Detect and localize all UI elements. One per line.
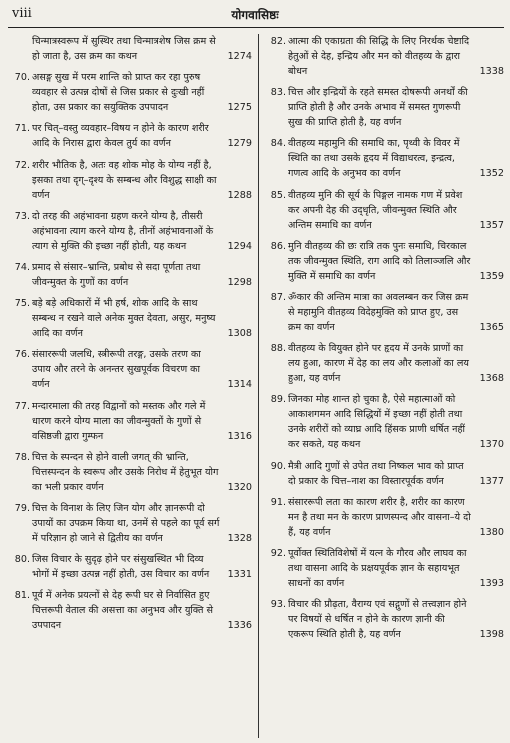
entry-number: 79. (14, 502, 30, 514)
entry-text: चित्त के विनाश के लिए जिन योग और ज्ञानरूपी दो उपायों का उपक्रम किया था, उनमें से पहले का पूर्व सर्ग में परिज्ञान हो जाने से द्वितीय का वर्णन (32, 502, 220, 544)
entry-text: जिस विचार के सुदृढ़ होने पर संसुखस्थित भी दिव्य भोगों में इच्छा उत्पन्न नहीं होती, उस विचार का वर्णन (32, 554, 210, 581)
entry-text: पूर्वोक्त स्थितिविशेषों में यत्न के गौरव और लाघव का तथा वासना आदि के प्रक्षयपूर्वक ज्ञान के सहायभूत साधनों का वर्णन (288, 547, 467, 589)
entry-text: चित्त के स्पन्दन से होने वाली जगत् की भ्रान्ति, चित्तस्पन्दन के स्वरूप और उसके निरोध में हेतुभूत योग का भली प्रकार वर्णन (32, 451, 219, 493)
toc-entry (264, 459, 504, 489)
entry-text: संसाररूपी लता का कारण शरीर है, शरीर का कारण मन है तथा मन के कारण प्राणस्पन्द और वासना–ये दो हैं, यह वर्णन (288, 496, 471, 538)
toc-entry (8, 552, 252, 582)
entry-page: 1328 (227, 532, 252, 544)
toc-entry (264, 597, 504, 642)
toc-entry (8, 121, 252, 151)
entry-text: शरीर भौतिक है, अतः वह शोक मोह के योग्य नहीं है, इसका तथा दृग्–दृश्य के सम्बन्ध और विशुद्ध साक्षी का वर्णन (32, 159, 217, 201)
entry-number: 87. (270, 291, 286, 303)
entry-text: बड़े बड़े अधिकारों में भी हर्ष, शोक आदि के साथ सम्बन्ध न रखने वाले अनेक मुक्त देवता, असुर, मनुष्य आदि का वर्णन (32, 298, 216, 340)
entry-text: मुनि वीतहव्य की छः रात्रि तक पुनः समाधि, चिरकाल तक जीवन्मुक्त स्थिति, राग आदि को तिलाञ्जलि और मुक्ति में समाधि का वर्णन (288, 240, 471, 282)
entry-number: 77. (14, 400, 30, 412)
entry-page: 1275 (227, 102, 252, 114)
toc-entry (264, 239, 504, 284)
header-rule (8, 27, 504, 28)
toc-entry (8, 158, 252, 203)
entry-text: वीतहव्य मुनि की सूर्य के पिङ्गल नामक गण में प्रवेश कर अपनी देह की उद्‌धृति, जीवन्मुक्त स्थिति और अन्तिम समाधि का वर्णन (288, 189, 463, 231)
entry-page: 1368 (479, 373, 504, 385)
entry-page: 1338 (479, 66, 504, 77)
entry-text: प्रमाद से संसार–भ्रान्ति, प्रबोध से सदा पूर्णता तथा जीवन्मुक्त के गुणों का वर्णन (32, 261, 201, 288)
entry-page: 1380 (479, 526, 504, 538)
entry-number: 85. (270, 189, 286, 201)
toc-entry (264, 34, 504, 79)
toc-entry (264, 341, 504, 386)
toc-entry (264, 85, 504, 130)
entry-page: 1359 (479, 270, 504, 282)
entry-number: 73. (14, 210, 30, 222)
toc-entry (8, 209, 252, 254)
entry-page: 1377 (479, 475, 504, 487)
entry-page: 1316 (227, 430, 252, 442)
entry-text: आत्मा की एकाग्रता की सिद्धि के लिए निरर्थक चेष्टादि हेतुओं से देह, इन्द्रिय और मन को वीतहव्य के द्वारा बोधन (288, 36, 470, 77)
toc-entry (264, 546, 504, 591)
toc-entry (8, 347, 252, 392)
entry-page: 1294 (227, 240, 252, 252)
toc-entry (8, 34, 252, 64)
entry-page: 1274 (227, 51, 252, 62)
entry-text: चित्त और इन्द्रियों के रहते समस्त दोषरूपी अनर्थों की प्राप्ति होती है और उनके अभाव में समस्त गुणरूपी सुख की प्राप्ति होती है, यह वर्णन (288, 87, 468, 129)
entry-text: संसाररूपी जलधि, स्त्रीरूपी तरङ्ग, उसके तरण का उपाय और तरने के अनन्तर सुखपूर्वक विचरण का वर्णन (32, 349, 201, 391)
entry-text: वीतहव्य महामुनि की समाधि का, पृथ्वी के विवर में स्थिति का तथा उसके हृदय में विद्याधरत्व, इन्द्रत्व, गणत्व आदि के अनुभव का वर्णन (288, 138, 460, 180)
toc-entry (8, 260, 252, 290)
entry-text: विचार की प्रौढ़ता, वैराग्य एवं सद्गुणों से तत्त्वज्ञान होने पर विषयों से धर्षित न होने के कारण ज्ञानी की एकरूप स्थिति होती है, यह वर्णन (288, 599, 467, 641)
entry-number: 92. (270, 547, 286, 559)
toc-entry (264, 136, 504, 181)
entry-number: 88. (270, 343, 286, 355)
entry-number: 83. (270, 87, 286, 99)
entry-number: 93. (270, 599, 286, 611)
toc-entry (8, 399, 252, 444)
toc-entry (8, 450, 252, 495)
page-header (0, 0, 510, 36)
entry-page: 1365 (479, 321, 504, 333)
toc-entry (8, 296, 252, 341)
entry-text: ॐकार की अन्तिम मात्रा का अवलम्बन कर जिस क्रम से महामुनि वीतहव्य विदेहमुक्ति को प्राप्त हुए, उस क्रम का वर्णन (288, 291, 469, 333)
entry-number: 72. (14, 159, 30, 171)
entry-text: चिन्मात्रस्वरूप में सुस्थिर तथा चिन्मात्रशेष जिस क्रम से हो जाता है, उस क्रम का कथन (32, 36, 216, 62)
entry-text: मन्दारमाला की तरह विद्वानों को मस्तक और गले में धारण करने योग्य माला का जीवन्मुक्तों के गुणों से वसिष्ठजी द्वारा गुम्फन (32, 400, 206, 442)
entry-page: 1314 (227, 379, 252, 391)
column-divider (258, 34, 259, 738)
entry-page: 1357 (479, 219, 504, 231)
toc-right-column (264, 34, 504, 648)
entry-text: पूर्व में अनेक प्रयत्नों से देह रूपी घर से निर्वासित हुए चित्तरूपी वेताल की असत्ता का अनुभव और युक्ति से उपपादन (32, 590, 214, 632)
toc-entry (264, 290, 504, 335)
entry-number: 70. (14, 72, 30, 84)
toc-entry (8, 588, 252, 633)
entry-page: 1336 (227, 620, 252, 632)
entry-page: 1370 (479, 439, 504, 451)
entry-text: वीतहव्य के वियुक्त होने पर हृदय में उनके प्राणों का लय हुआ, कारण में देह का लय और कलाओं का लय हुआ, यह वर्णन (288, 343, 469, 385)
entry-text: मैत्री आदि गुणों से उपेत तथा निष्कल भाव को प्राप्त दो प्रकार के चित्त–नाश का विस्तारपूर्वक वर्णन (288, 460, 464, 487)
toc-left-column (8, 34, 252, 639)
toc-entry (264, 188, 504, 233)
entry-number: 78. (14, 451, 30, 463)
entry-number: 90. (270, 460, 286, 472)
toc-entry (8, 70, 252, 115)
entry-text: दो तरह की अहंभावना ग्रहण करने योग्य है, तीसरी अहंभावना त्याग करने योग्य है, तीनों अहंभावनाओं के त्याग से मुक्ति की इच्छा नहीं होती, यह कथन (32, 210, 214, 252)
entry-number: 76. (14, 349, 30, 361)
running-title: योगवासिष्ठः (231, 8, 279, 22)
entry-page: 1288 (227, 189, 252, 201)
entry-text: पर चित्–वस्तु व्यवहार–विषय न होने के कारण शरीर आदि के निरास द्वारा केवल तुर्य का वर्णन (32, 123, 209, 150)
toc-entry (264, 392, 504, 452)
entry-page: 1393 (479, 577, 504, 589)
entry-text: असङ्ग सुख में परम शान्ति को प्राप्त कर रहा पुरुष व्यवहार से उत्पन्न दोषों से जिस प्रकार से दुःखी नहीं होता, उस प्रकार का सयुक्तिक उपपादन (32, 72, 205, 114)
toc-entry (264, 495, 504, 540)
entry-number: 84. (270, 138, 286, 150)
entry-number: 81. (14, 590, 30, 602)
entry-page: 1398 (479, 629, 504, 641)
entry-number: 86. (270, 240, 286, 252)
entry-number: 71. (14, 123, 30, 135)
entry-page: 1331 (227, 569, 252, 581)
entry-page: 1308 (227, 328, 252, 340)
entry-number: 91. (270, 496, 286, 508)
toc-entry (8, 501, 252, 546)
entry-page: 1352 (479, 168, 504, 180)
entry-number: 89. (270, 394, 286, 406)
entry-number: 82. (270, 36, 286, 47)
entry-page: 1279 (227, 138, 252, 150)
entry-number: 74. (14, 261, 30, 273)
page-number: viii (12, 6, 32, 21)
entry-number: 75. (14, 298, 30, 310)
entry-page: 1298 (227, 276, 252, 288)
entry-text: जिनका मोह शान्त हो चुका है, ऐसे महात्माओं को आकाशगमन आदि सिद्धियों में इच्छा नहीं होती तथा उनके शरीरों को व्याघ्र आदि हिंसक प्राणी धर्षित नहीं कर सकते, यह कथन (288, 394, 466, 451)
entry-number: 80. (14, 554, 30, 566)
entry-page: 1320 (227, 481, 252, 493)
